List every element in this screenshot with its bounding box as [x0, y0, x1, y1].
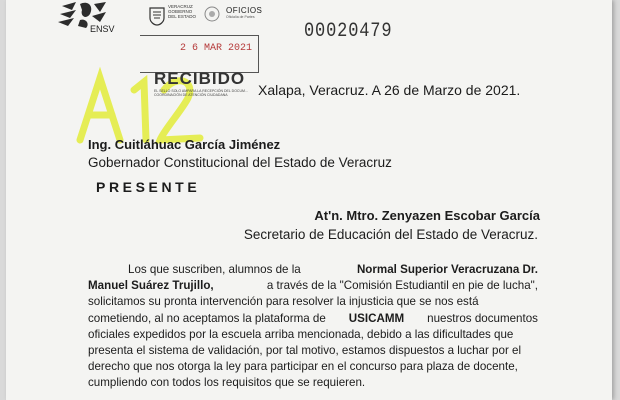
body-text: cometiendo, al no aceptamos la plataforma de — [88, 311, 326, 325]
body-line — [88, 375, 538, 391]
place-date: Xalapa, Veracruz. A 26 de Marzo de 2021. — [258, 82, 521, 98]
stamp-note — [154, 89, 248, 97]
body-line — [88, 359, 538, 375]
stamp-frame — [140, 35, 259, 73]
body-text: a través de la "Comisión Estudiantil en pie de lucha", — [266, 279, 538, 293]
stamp-note-line: COORDINACIÓN DE ATENCIÓN CIUDADANA — [154, 93, 228, 97]
school-name: Manuel Suárez Trujillo, — [88, 279, 214, 293]
ensv-abbrev: ENSV — [90, 24, 115, 34]
government-seal-icon — [148, 6, 166, 26]
body-text: presenta el sistema de validación, por tal motivo, estamos dispuestos a luchar por el — [88, 344, 522, 358]
body-line — [88, 262, 538, 278]
platform-name: USICAMM — [348, 311, 405, 325]
body-text: oficiales expedidos por la escuela arriba mencionada, debido a las dificultades que — [88, 327, 514, 341]
stamp-note-line: EL SELLO SOLO AMPARA LA RECEPCIÓN DEL DOCUM... — [154, 89, 248, 93]
received-stamp — [140, 35, 262, 97]
school-name: Normal Superior Veracruzana Dr. — [356, 263, 538, 276]
body-text: derecho que nos otorga la ley para participar en el concurso para plaza de docente, — [88, 360, 518, 374]
body-text: nuestros documentos — [427, 311, 538, 325]
body-line — [88, 327, 538, 343]
body-text: cumpliendo con todos los requisitos que se requieren. — [88, 376, 366, 390]
recipient-title: Gobernador Constitucional del Estado de Veracruz — [88, 155, 392, 170]
gov-line: VERACRUZ — [168, 4, 193, 9]
stamp-date: 2 6 MAR 2021 — [180, 43, 253, 54]
body-paragraph — [88, 262, 538, 392]
gov-line: GOBIERNO — [168, 9, 193, 14]
attention-title: Secretario de Educación del Estado de Veracruz. — [243, 227, 538, 242]
letter-page — [6, 0, 612, 400]
gov-line: DEL ESTADO — [168, 14, 197, 19]
folio-number: 00020479 — [304, 20, 393, 43]
body-line — [88, 294, 538, 310]
oficios-name: OFICIOS — [226, 6, 263, 15]
body-text: solicitamos su pronta intervención para resolver la injusticia que se nos está — [88, 295, 479, 309]
stamp-title: RECIBIDO — [154, 69, 246, 88]
oficios-subtitle: Oficialía de Partes — [226, 15, 255, 19]
body-line — [88, 311, 538, 327]
attention-name: At'n. Mtro. Zenyazen Escobar García — [314, 208, 540, 223]
recipient-name: Ing. Cuitláhuac García Jiménez — [88, 137, 281, 152]
body-line — [88, 278, 538, 294]
body-line — [88, 343, 538, 359]
body-text: Los que suscriben, alumnos de la — [128, 263, 301, 276]
greeting: PRESENTE — [96, 179, 201, 195]
government-name — [168, 4, 196, 19]
